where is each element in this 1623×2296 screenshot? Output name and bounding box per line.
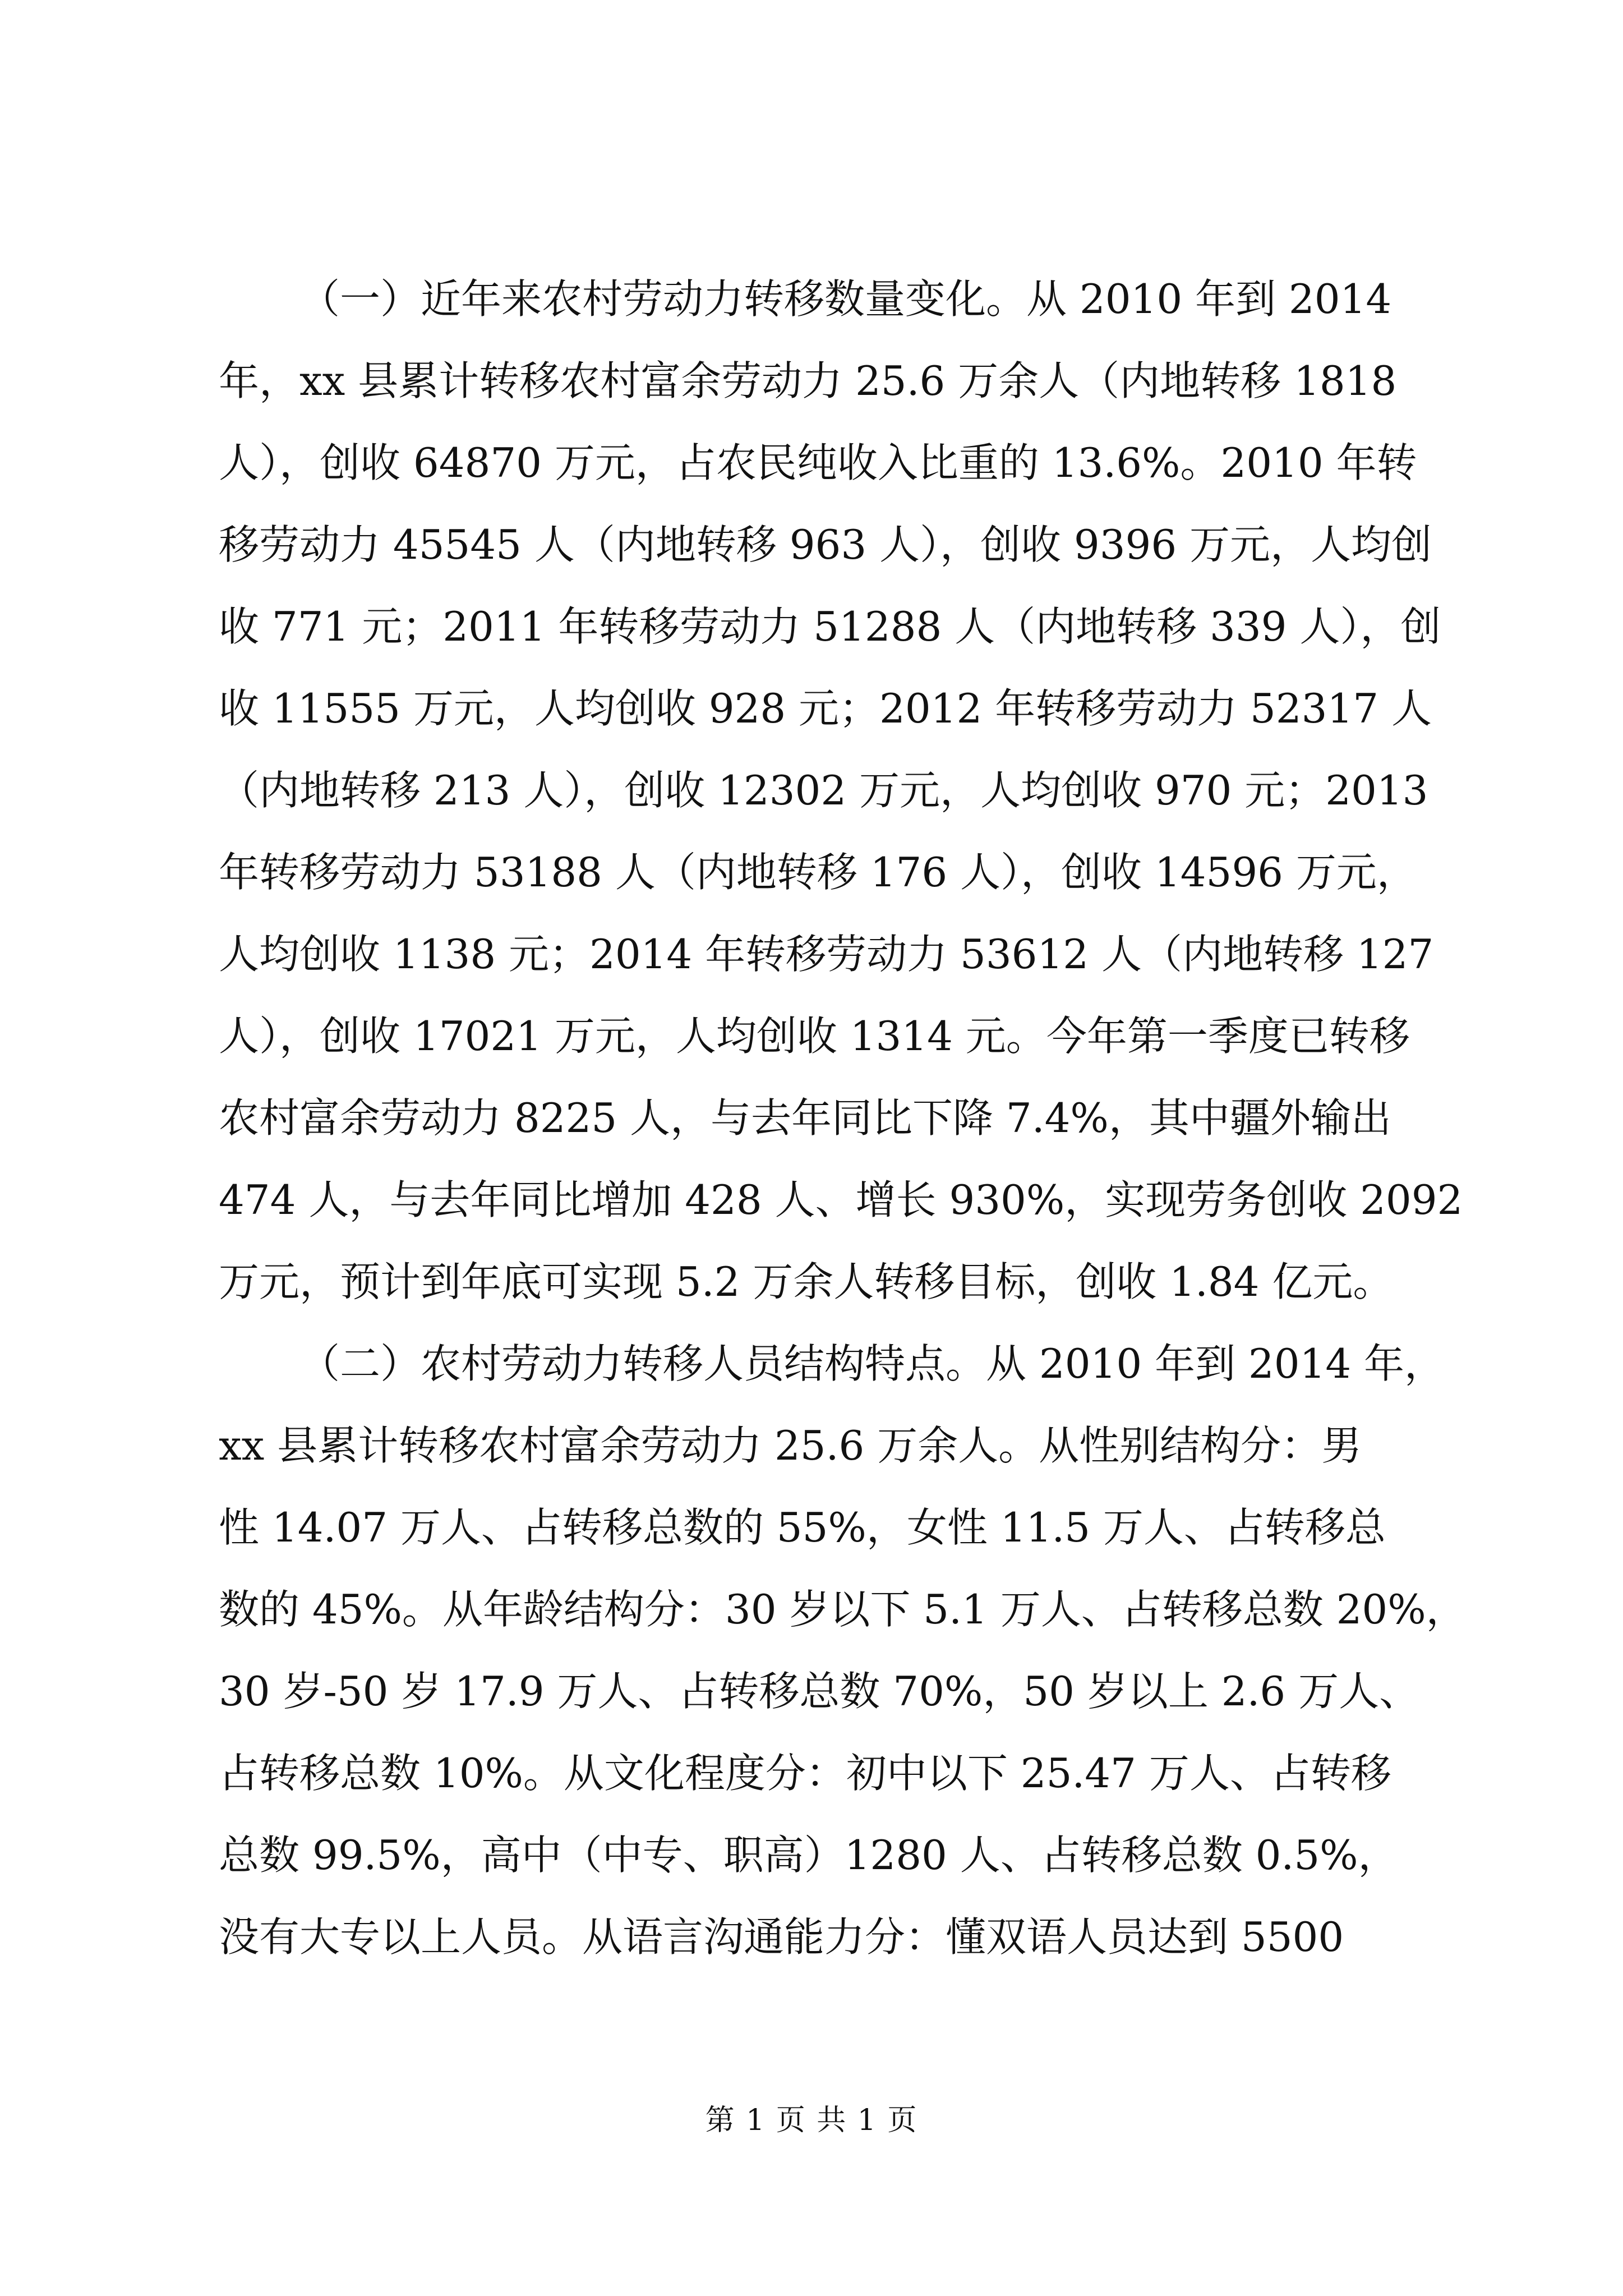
paragraph-1-line-5: 收 771 元；2011 年转移劳动力 51288 人（内地转移 339 人），创 — [219, 603, 1441, 650]
paragraph-2-line-1: （二）农村劳动力转移人员结构特点。从 2010 年到 2014 年， — [299, 1340, 1445, 1387]
paragraph-1-line-12: 474 人，与去年同比增加 428 人、增长 930%，实现劳务创收 2092 — [219, 1176, 1463, 1223]
paragraph-1-line-13: 万元，预计到年底可实现 5.2 万余人转移目标，创收 1.84 亿元。 — [219, 1258, 1394, 1305]
paragraph-2-line-4: 数的 45%。从年龄结构分：30 岁以下 5.1 万人、占转移总数 20%， — [219, 1586, 1467, 1633]
paragraph-1-line-4: 移劳动力 45545 人（内地转移 963 人），创收 9396 万元，人均创 — [219, 521, 1432, 568]
paragraph-1-line-1: （一）近年来农村劳动力转移数量变化。从 2010 年到 2014 — [299, 275, 1392, 323]
page-footer: 第 1 页 共 1 页 — [705, 2104, 918, 2137]
paragraph-1-line-10: 人），创收 17021 万元，人均创收 1314 元。今年第一季度已转移 — [219, 1013, 1410, 1060]
paragraph-2-line-8: 没有大专以上人员。从语言沟通能力分：懂双语人员达到 5500 — [219, 1913, 1344, 1961]
paragraph-1-line-3: 人），创收 64870 万元，占农民纯收入比重的 13.6%。2010 年转 — [219, 439, 1417, 486]
paragraph-2-line-5: 30 岁-50 岁 17.9 万人、占转移总数 70%，50 岁以上 2.6 万人、 — [219, 1668, 1420, 1715]
paragraph-2-line-2: xx 县累计转移农村富余劳动力 25.6 万余人。从性别结构分：男 — [219, 1422, 1362, 1469]
paragraph-2-line-6: 占转移总数 10%。从文化程度分：初中以下 25.47 万人、占转移 — [219, 1750, 1391, 1797]
document-body — [219, 258, 1475, 1978]
paragraph-2-line-3: 性 14.07 万人、占转移总数的 55%，女性 11.5 万人、占转移总 — [219, 1504, 1386, 1551]
paragraph-1-line-9: 人均创收 1138 元；2014 年转移劳动力 53612 人（内地转移 127 — [219, 931, 1434, 978]
paragraph-2-line-7: 总数 99.5%，高中（中专、职高）1280 人、占转移总数 0.5%， — [219, 1832, 1399, 1879]
paragraph-1-line-8: 年转移劳动力 53188 人（内地转移 176 人），创收 14596 万元， — [219, 849, 1417, 896]
paragraph-1-line-6: 收 11555 万元，人均创收 928 元；2012 年转移劳动力 52317 人 — [219, 685, 1432, 732]
paragraph-1-line-7: （内地转移 213 人），创收 12302 万元，人均创收 970 元；2013 — [219, 767, 1428, 814]
paragraph-1-line-2: 年，xx 县累计转移农村富余劳动力 25.6 万余人（内地转移 1818 — [219, 357, 1397, 404]
paragraph-1-line-11: 农村富余劳动力 8225 人，与去年同比下降 7.4%，其中疆外输出 — [219, 1094, 1391, 1142]
